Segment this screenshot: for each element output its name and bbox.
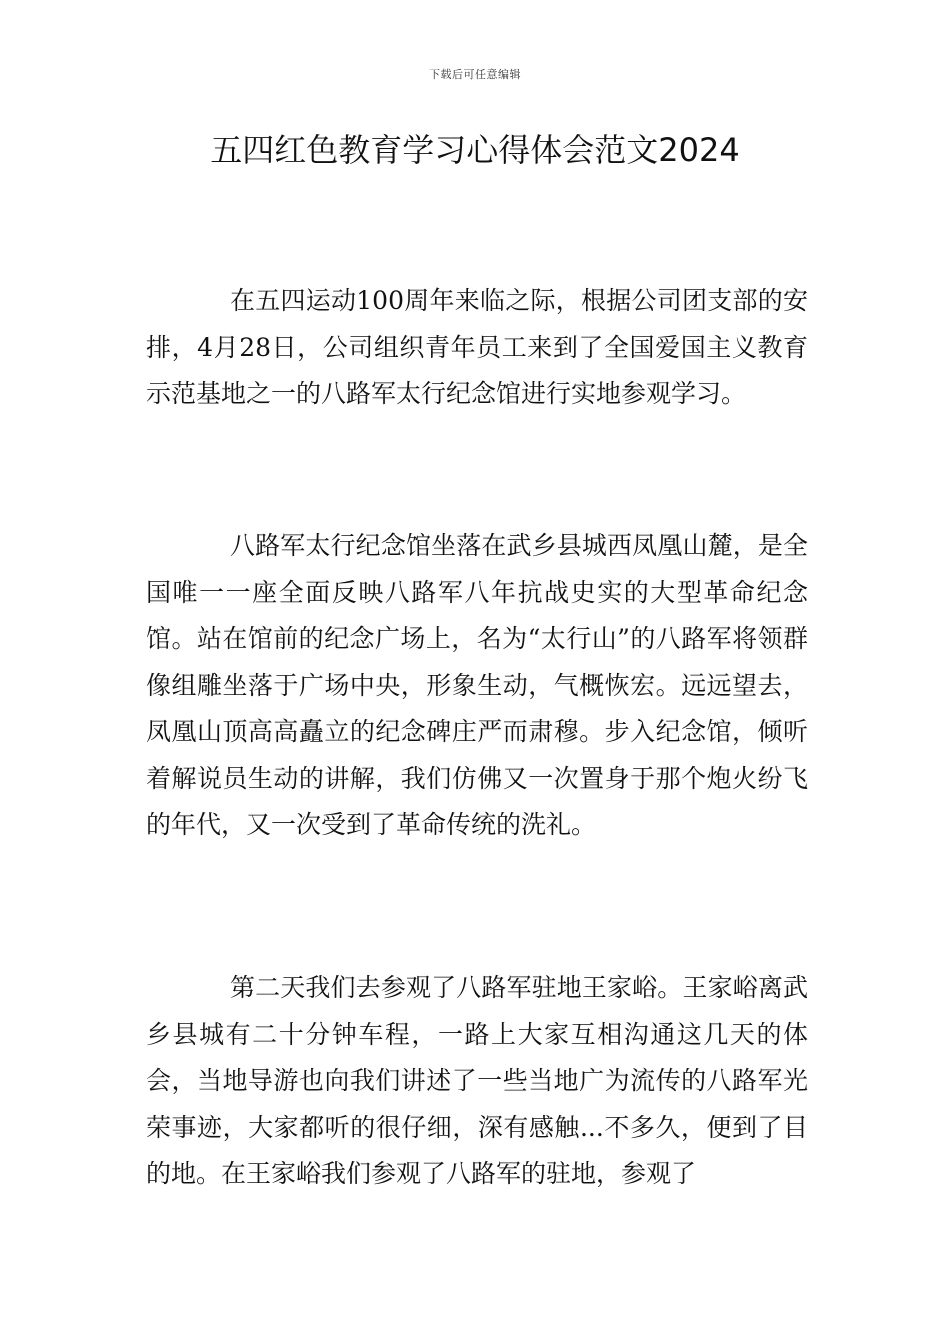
paragraph-2: 八路军太行纪念馆坐落在武乡县城西凤凰山麓，是全国唯一一座全面反映八路军八年抗战史实的大型革命纪念馆。站在馆前的纪念广场上，名为“太行山”的八路军将领群像组雕坐落于广场中央，形象生动，气概恢宏。远远望去，凤凰山顶高高矗立的纪念碑庄严而肃穆。步入纪念馆，倾听着解说员生动的讲解，我们仿佛又一次置身于那个炮火纷飞的年代，又一次受到了革命传统的洗礼。 — [146, 531, 808, 839]
paragraph-1: 在五四运动100周年来临之际，根据公司团支部的安排，4月28日，公司组织青年员工来到了全国爱国主义教育示范基地之一的八路军太行纪念馆进行实地参观学习。 — [146, 286, 808, 408]
paragraph-3: 第二天我们去参观了八路军驻地王家峪。王家峪离武乡县城有二十分钟车程，一路上大家互相沟通这几天的体会，当地导游也向我们讲述了一些当地广为流传的八路军光荣事迹，大家都听的很仔细，深有感触...不多久，便到了目的地。在王家峪我们参观了八路军的驻地，参观了 — [146, 973, 808, 1188]
document-title: 五四红色教育学习心得体会范文2024 — [210, 131, 740, 169]
header-note: 下载后可任意编辑 — [429, 68, 521, 81]
